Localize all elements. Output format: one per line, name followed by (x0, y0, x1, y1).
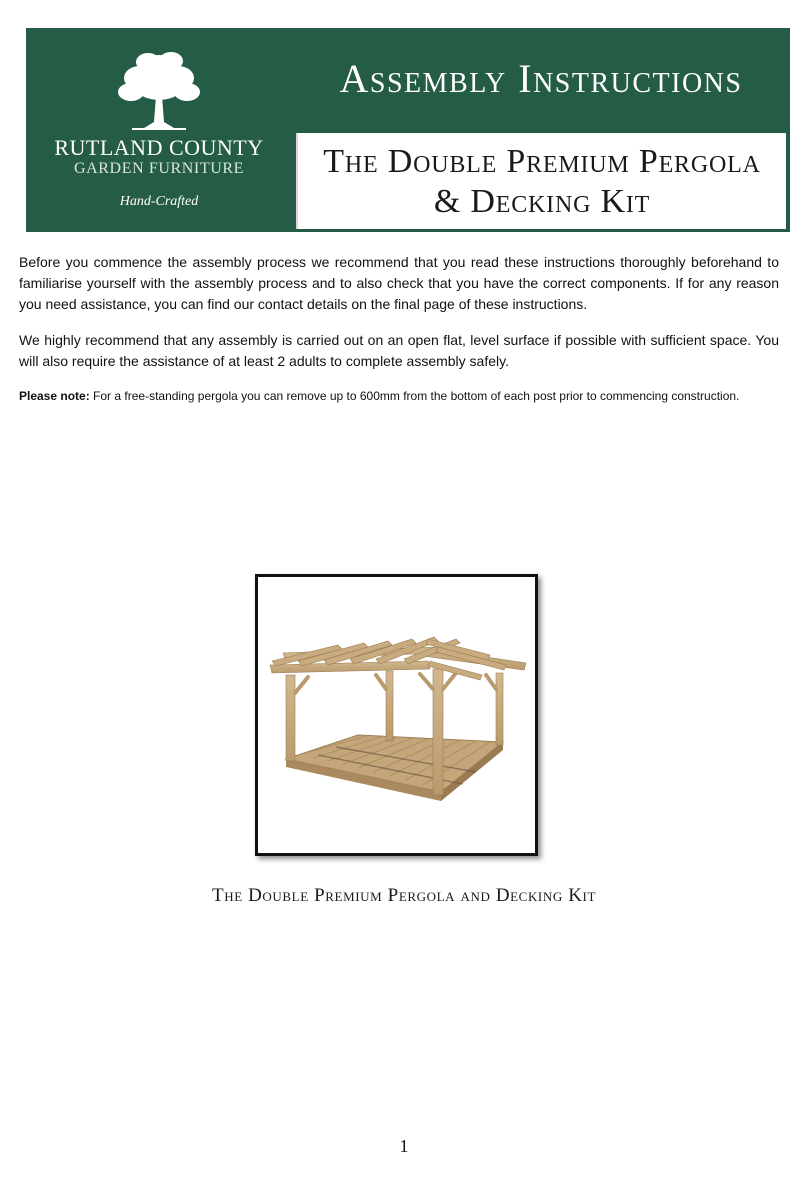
note-label: Please note: (19, 389, 90, 403)
oak-tree-icon (114, 48, 204, 132)
product-image-frame (255, 574, 538, 856)
intro-paragraph: Before you commence the assembly process we recommend that you read these instructions thoroughly beforehand to familiarise yourself with the assembly process and to also check that you have the correct components. If for any reason you need assistance, you can find our contact details on the final page of these instructions. (19, 254, 779, 312)
assembly-recommendation-paragraph: We highly recommend that any assembly is carried out on an open flat, level surface if possible with sufficient space. You will also require the assistance of at least 2 adults to complete assembly safely. (19, 332, 779, 369)
brand-name: RUTLAND COUNTY (54, 135, 264, 160)
pergola-and-decking-illustration (258, 577, 535, 853)
header-banner (26, 28, 790, 232)
product-title-line1: The Double Premium Pergola (323, 143, 761, 180)
page-number: 1 (399, 1136, 409, 1156)
figure-caption: The Double Premium Pergola and Decking Kit (212, 885, 596, 906)
page-title: Assembly Instructions (339, 56, 743, 101)
note (19, 387, 789, 405)
note-text: For a free-standing pergola you can remove up to 600mm from the bottom of each post prior to commencing construction. (93, 389, 740, 403)
product-title (298, 142, 786, 222)
product-title-line2: & Decking Kit (433, 183, 651, 220)
brand-tagline: Hand-Crafted (119, 194, 199, 209)
product-title-box (296, 133, 786, 229)
brand-subname: GARDEN FURNITURE (73, 160, 245, 177)
company-logo (26, 28, 292, 232)
